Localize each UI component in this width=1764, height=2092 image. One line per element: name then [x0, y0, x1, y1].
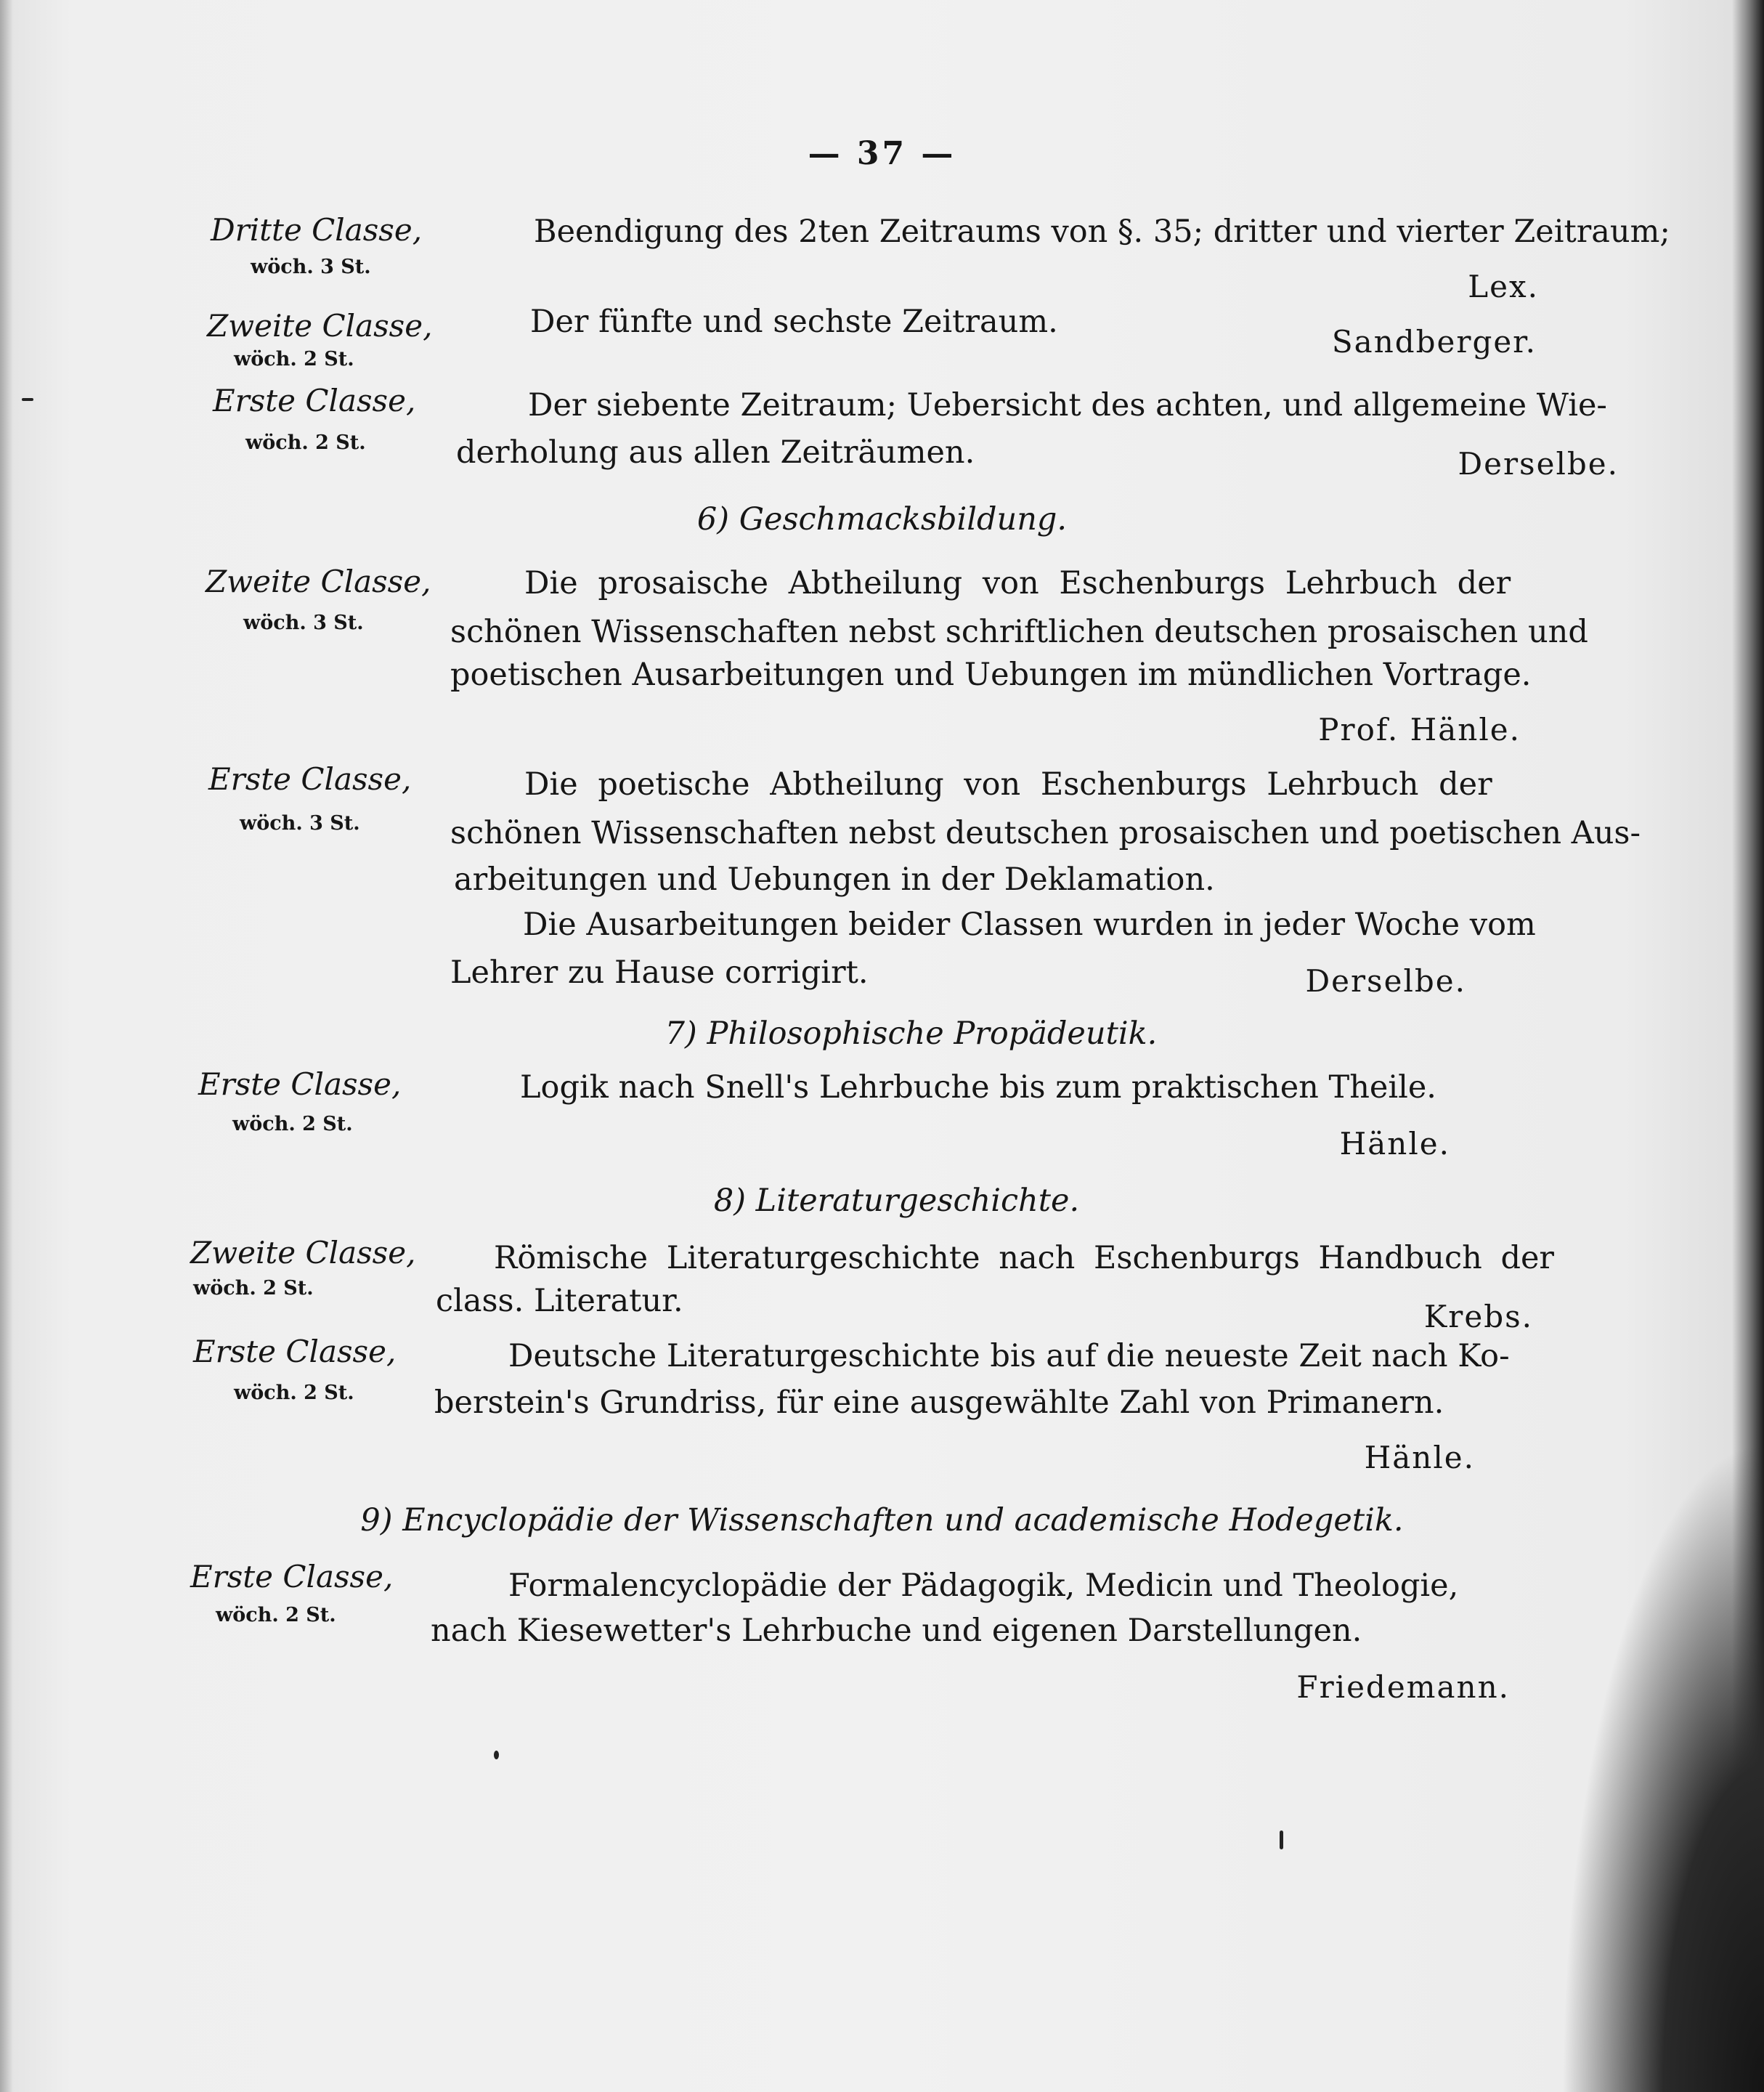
course-text-line: Lehrer zu Hause corrigirt.: [450, 954, 869, 991]
course-text-line: poetischen Ausarbeitungen und Uebungen im mündlichen Vortrage.: [450, 657, 1532, 693]
teacher-name: Hänle.: [1339, 1126, 1450, 1161]
course-text-line: Die Ausarbeitungen beider Classen wurden in jeder Woche vom: [523, 907, 1536, 943]
class-label: Erste Classe,: [213, 383, 416, 418]
ink-speck: [1280, 1830, 1283, 1849]
teacher-name: Sandberger.: [1331, 324, 1537, 360]
course-text-line: Beendigung des 2ten Zeitraums von §. 35; dritter und vierter Zeitraum;: [534, 214, 1670, 250]
course-text-line: arbeitungen und Uebungen in der Deklamation.: [454, 861, 1215, 898]
course-text-line: derholung aus allen Zeiträumen.: [456, 434, 975, 471]
class-label: Erste Classe,: [198, 1066, 402, 1102]
weekly-hours: wöch. 2 St.: [245, 431, 366, 454]
weekly-hours: wöch. 3 St.: [240, 812, 360, 835]
weekly-hours: wöch. 2 St.: [234, 348, 354, 370]
teacher-name: Hänle.: [1364, 1440, 1475, 1475]
teacher-name: Krebs.: [1423, 1299, 1533, 1334]
teacher-name: Derselbe.: [1305, 963, 1466, 999]
weekly-hours: wöch. 2 St.: [216, 1604, 336, 1626]
teacher-name: Derselbe.: [1458, 446, 1619, 482]
class-label: Erste Classe,: [193, 1334, 397, 1369]
page-number: — 37 —: [808, 135, 956, 172]
weekly-hours: wöch. 2 St.: [193, 1277, 314, 1300]
teacher-name: Friedemann.: [1296, 1669, 1510, 1705]
class-label: Zweite Classe,: [206, 564, 431, 599]
course-text-line: nach Kiesewetter's Lehrbuche und eigenen Darstellungen.: [431, 1613, 1362, 1649]
course-text-line: Logik nach Snell's Lehrbuche bis zum praktischen Theile.: [520, 1069, 1436, 1106]
teacher-name: Prof. Hänle.: [1318, 712, 1521, 747]
course-text-line: Deutsche Literaturgeschichte bis auf die neueste Zeit nach Ko-: [508, 1338, 1510, 1374]
class-label: Erste Classe,: [208, 761, 412, 797]
course-text-line: class. Literatur.: [436, 1283, 683, 1319]
course-text-line: schönen Wissenschaften nebst schriftlichen deutschen prosaischen und: [450, 614, 1588, 650]
class-label: Dritte Classe,: [211, 212, 423, 248]
course-text-line: Die prosaische Abtheilung von Eschenburgs Lehrbuch der: [524, 565, 1511, 601]
weekly-hours: wöch. 3 St.: [251, 256, 371, 278]
class-label: Zweite Classe,: [207, 308, 433, 344]
course-text-line: Formalencyclopädie der Pädagogik, Medicin und Theologie,: [508, 1568, 1459, 1604]
course-text-line: Der siebente Zeitraum; Uebersicht des achten, und allgemeine Wie-: [528, 387, 1607, 423]
weekly-hours: wöch. 3 St.: [243, 612, 364, 634]
class-label: Erste Classe,: [190, 1559, 394, 1594]
section-heading: 6) Geschmacksbildung.: [696, 501, 1068, 538]
weekly-hours: wöch. 2 St.: [232, 1113, 353, 1135]
teacher-name: Lex.: [1468, 269, 1539, 304]
class-label: Zweite Classe,: [190, 1235, 416, 1270]
course-text-line: Der fünfte und sechste Zeitraum.: [530, 304, 1058, 340]
course-text-line: Die poetische Abtheilung von Eschenburgs Lehrbuch der: [524, 766, 1492, 803]
ink-speck: [22, 398, 33, 401]
section-heading: 8) Literaturgeschichte.: [713, 1183, 1080, 1219]
course-text-line: Römische Literaturgeschichte nach Eschenburgs Handbuch der: [494, 1240, 1554, 1276]
course-text-line: berstein's Grundriss, für eine ausgewählte Zahl von Primanern.: [434, 1384, 1444, 1421]
ink-speck: [494, 1751, 499, 1759]
weekly-hours: wöch. 2 St.: [234, 1382, 354, 1404]
section-heading: 7) Philosophische Propädeutik.: [664, 1015, 1158, 1052]
course-text-line: schönen Wissenschaften nebst deutschen prosaischen und poetischen Aus-: [450, 815, 1641, 851]
section-heading: 9) Encyclopädie der Wissenschaften und academische Hodegetik.: [360, 1502, 1404, 1538]
